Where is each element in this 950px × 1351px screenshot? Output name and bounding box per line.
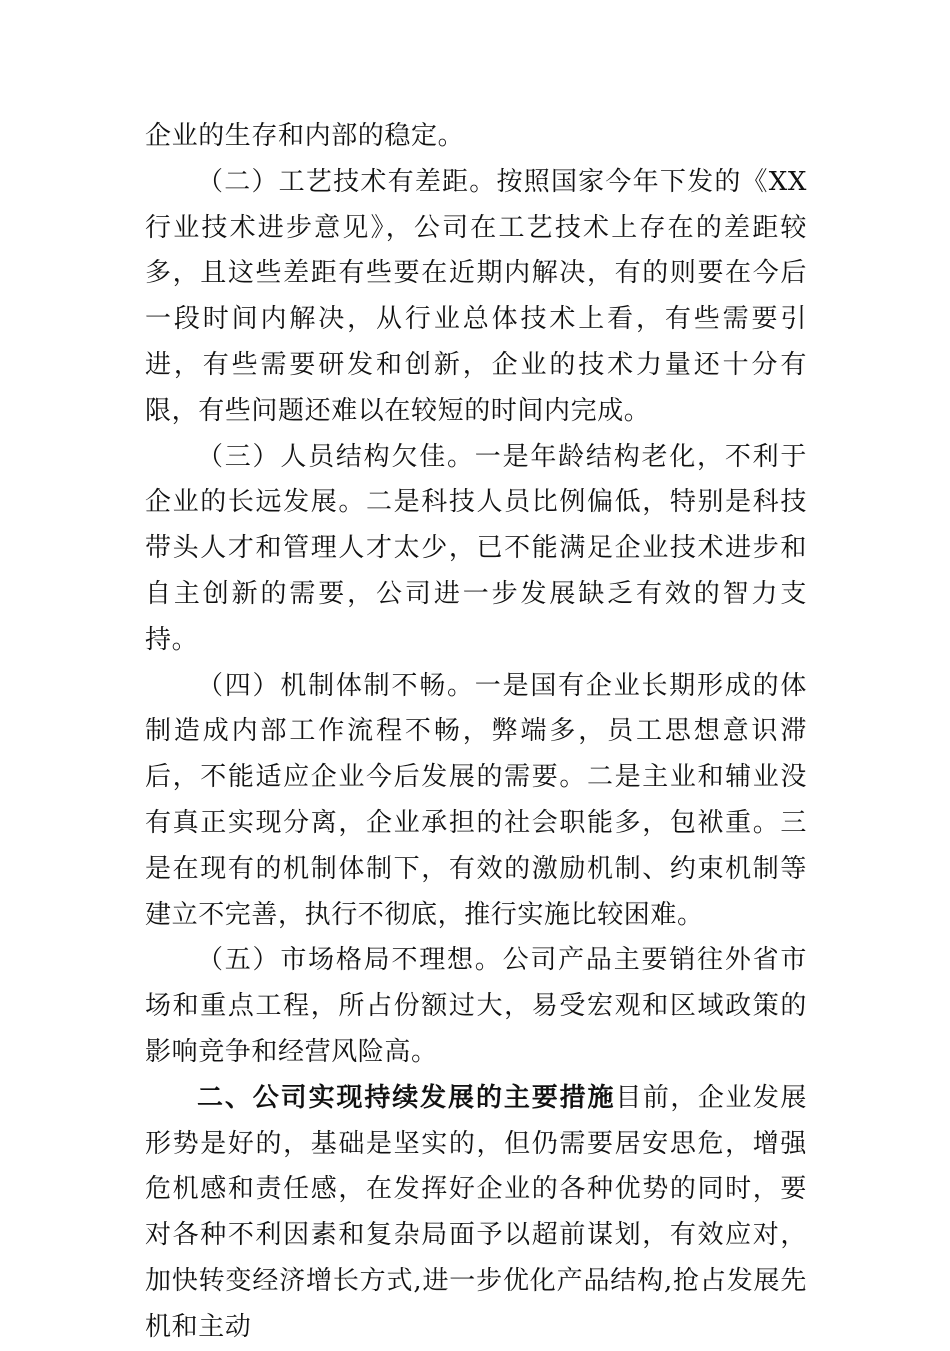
paragraph-continuation: 企业的生存和内部的稳定。 <box>145 121 465 151</box>
paragraph-personnel-structure: （三）人员结构欠佳。一是年龄结构老化，不利于企业的长远发展。二是科技人员比例偏低，特别是科技带头人才和管理人才太少，已不能满足企业技术进步和自主创新的需要，公司进一步发展缺乏有效的智力支持。 <box>145 441 807 655</box>
paragraph-process-technology: （二）工艺技术有差距。按照国家今年下发的《XX行业技术进步意见》，公司在工艺技术上存在的差距较多，且这些差距有些要在近期内解决，有的则要在今后一段时间内解决，从行业总体技术上看，有些需要引进，有些需要研发和创新，企业的技术力量还十分有限，有些问题还难以在较短的时间内完成。 <box>145 166 807 426</box>
paragraph-market-pattern: （五）市场格局不理想。公司产品主要销往外省市场和重点工程，所占份额过大，易受宏观和区域政策的影响竞争和经营风险高。 <box>145 945 807 1067</box>
section-two-text: 目前，企业发展形势是好的，基础是坚实的，但仍需要居安思危，增强危机感和责任感，在发挥好企业的各种优势的同时，要对各种不利因素和复杂局面予以超前谋划，有效应对，加快转变经济增长方式,进一步优化产品结构,抢占发展先机和主动 <box>145 1082 807 1342</box>
document-body <box>145 114 807 1351</box>
section-two-heading: 二、公司实现持续发展的主要措施 <box>197 1082 616 1113</box>
paragraph-section-two <box>145 1076 807 1351</box>
paragraph-mechanism-system: （四）机制体制不畅。一是国有企业长期形成的体制造成内部工作流程不畅，弊端多，员工思想意识滞后，不能适应企业今后发展的需要。二是主业和辅业没有真正实现分离，企业承担的社会职能多，包袱重。三是在现有的机制体制下，有效的激励机制、约束机制等建立不完善，执行不彻底，推行实施比较困难。 <box>145 670 807 930</box>
